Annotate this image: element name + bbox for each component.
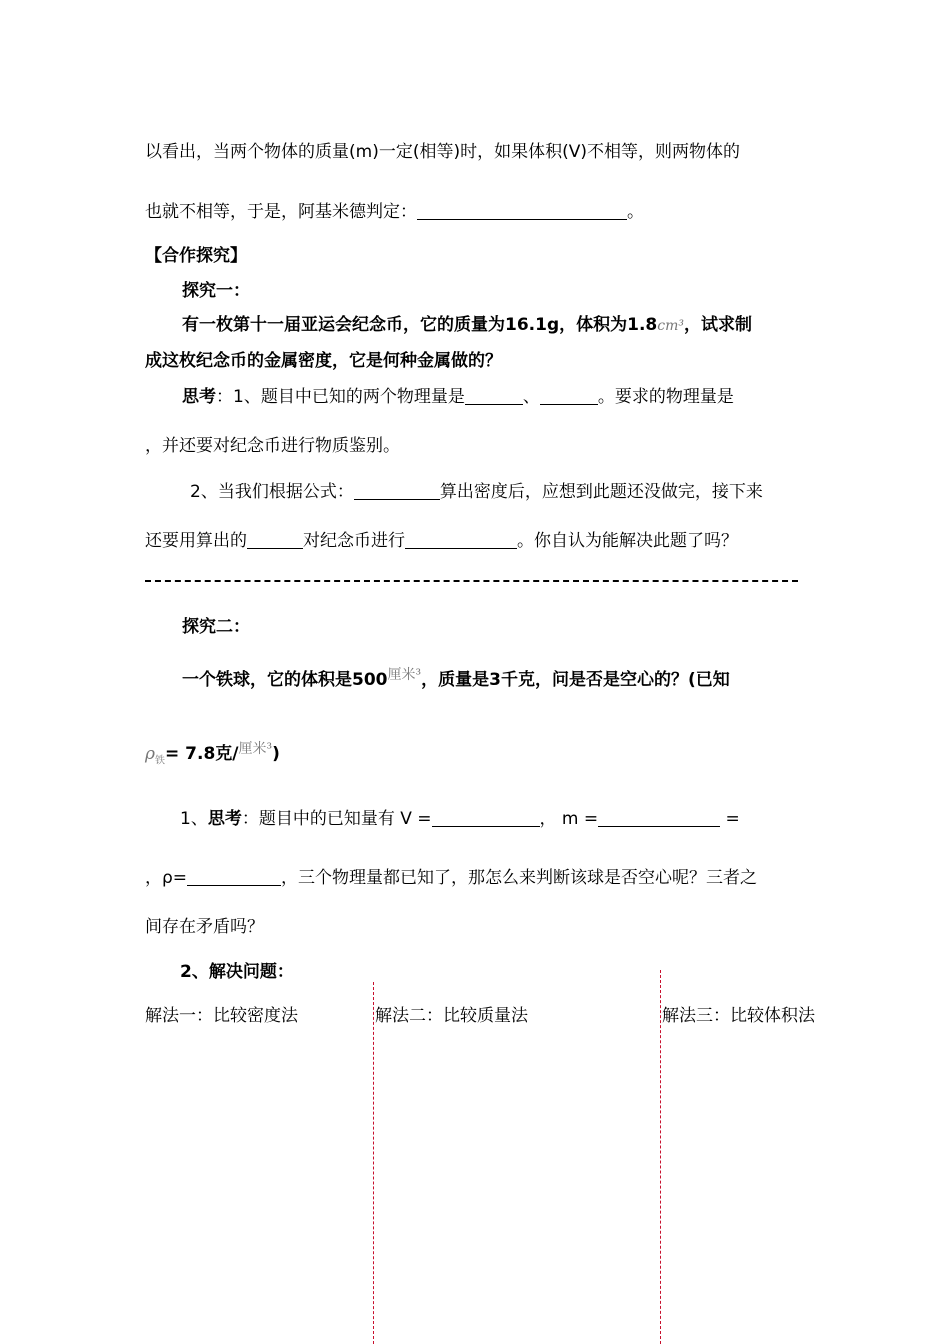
- unit-cm3: cm³: [657, 318, 684, 334]
- text: 、: [522, 387, 540, 407]
- text: ，ρ=: [145, 868, 188, 888]
- think-line: [145, 529, 738, 553]
- think-label: 思考: [182, 387, 216, 407]
- text-line: [145, 200, 644, 224]
- answer-blank[interactable]: [354, 481, 440, 500]
- think-line: [190, 480, 763, 504]
- text: 算出密度后，应想到此题还没做完，接下来: [439, 482, 763, 502]
- text: 。: [627, 202, 644, 222]
- answer-blank[interactable]: [432, 808, 540, 827]
- text: ，质量是3千克，问是否是空心的？(已知: [421, 670, 730, 690]
- question-line: [145, 737, 280, 773]
- column-divider: [660, 970, 661, 1344]
- unit-cm3: 厘米³: [387, 667, 422, 683]
- text: ：题目中的已知量有 V =: [241, 809, 432, 829]
- solve-heading: 2、解决问题：: [180, 962, 294, 982]
- column-divider: [373, 982, 374, 1344]
- question-line: 成这枚纪念币的金属密度，它是何种金属做的？: [145, 351, 502, 371]
- text: ，试求制: [683, 315, 752, 335]
- text-line: 以看出，当两个物体的质量(m)一定(相等)时，如果体积(V)不相等，则两物体的: [145, 142, 740, 162]
- text: 对纪念币进行: [303, 531, 405, 551]
- text: 。要求的物理量是: [597, 387, 734, 407]
- exploration-2-title: 探究二：: [182, 617, 250, 637]
- rho-iron-symbol: $\rho_铁$: [145, 744, 165, 767]
- think-line: [145, 866, 757, 890]
- answer-blank[interactable]: [187, 867, 281, 886]
- text: ， m =: [539, 809, 599, 829]
- exploration-1-title: 探究一：: [182, 281, 250, 301]
- think-line: 间存在矛盾吗？: [145, 917, 264, 937]
- section-heading: 【合作探究】: [145, 246, 247, 266]
- method-2-label: 解法二：比较质量法: [375, 1006, 528, 1026]
- text: 一个铁球，它的体积是500: [182, 670, 388, 690]
- text: ：1、题目中已知的两个物理量是: [216, 387, 465, 407]
- text: ，三个物理量都已知了，那怎么来判断该球是否空心呢？三者之: [281, 868, 758, 888]
- text: 。你自认为能解决此题了吗？: [517, 531, 738, 551]
- answer-blank[interactable]: [540, 386, 598, 405]
- think-line: [182, 385, 734, 409]
- think-line: [180, 807, 740, 831]
- text: 还要用算出的: [145, 531, 247, 551]
- text: 1、: [180, 809, 208, 829]
- method-1-label: 解法一：比较密度法: [145, 1006, 298, 1026]
- method-3-label: 解法三：比较体积法: [662, 1006, 815, 1026]
- unit-cm3: 厘米³: [238, 741, 273, 757]
- dashed-divider: [145, 580, 798, 582]
- answer-blank[interactable]: [465, 386, 523, 405]
- answer-blank[interactable]: [417, 201, 627, 220]
- answer-blank[interactable]: [405, 530, 517, 549]
- text: = 7.8克/: [165, 744, 239, 764]
- text: ): [272, 744, 280, 764]
- question-line: [182, 663, 730, 692]
- text: 2、当我们根据公式：: [190, 482, 354, 502]
- think-line: ，并还要对纪念币进行物质鉴别。: [145, 436, 400, 456]
- text: 也就不相等，于是，阿基米德判定：: [145, 202, 417, 222]
- think-label: 思考: [207, 809, 242, 829]
- text: 有一枚第十一届亚运会纪念币，它的质量为16.1g，体积为1.8: [182, 315, 658, 335]
- question-line: [182, 313, 752, 338]
- answer-blank[interactable]: [247, 530, 303, 549]
- answer-blank[interactable]: [598, 808, 720, 827]
- text: =: [720, 809, 740, 829]
